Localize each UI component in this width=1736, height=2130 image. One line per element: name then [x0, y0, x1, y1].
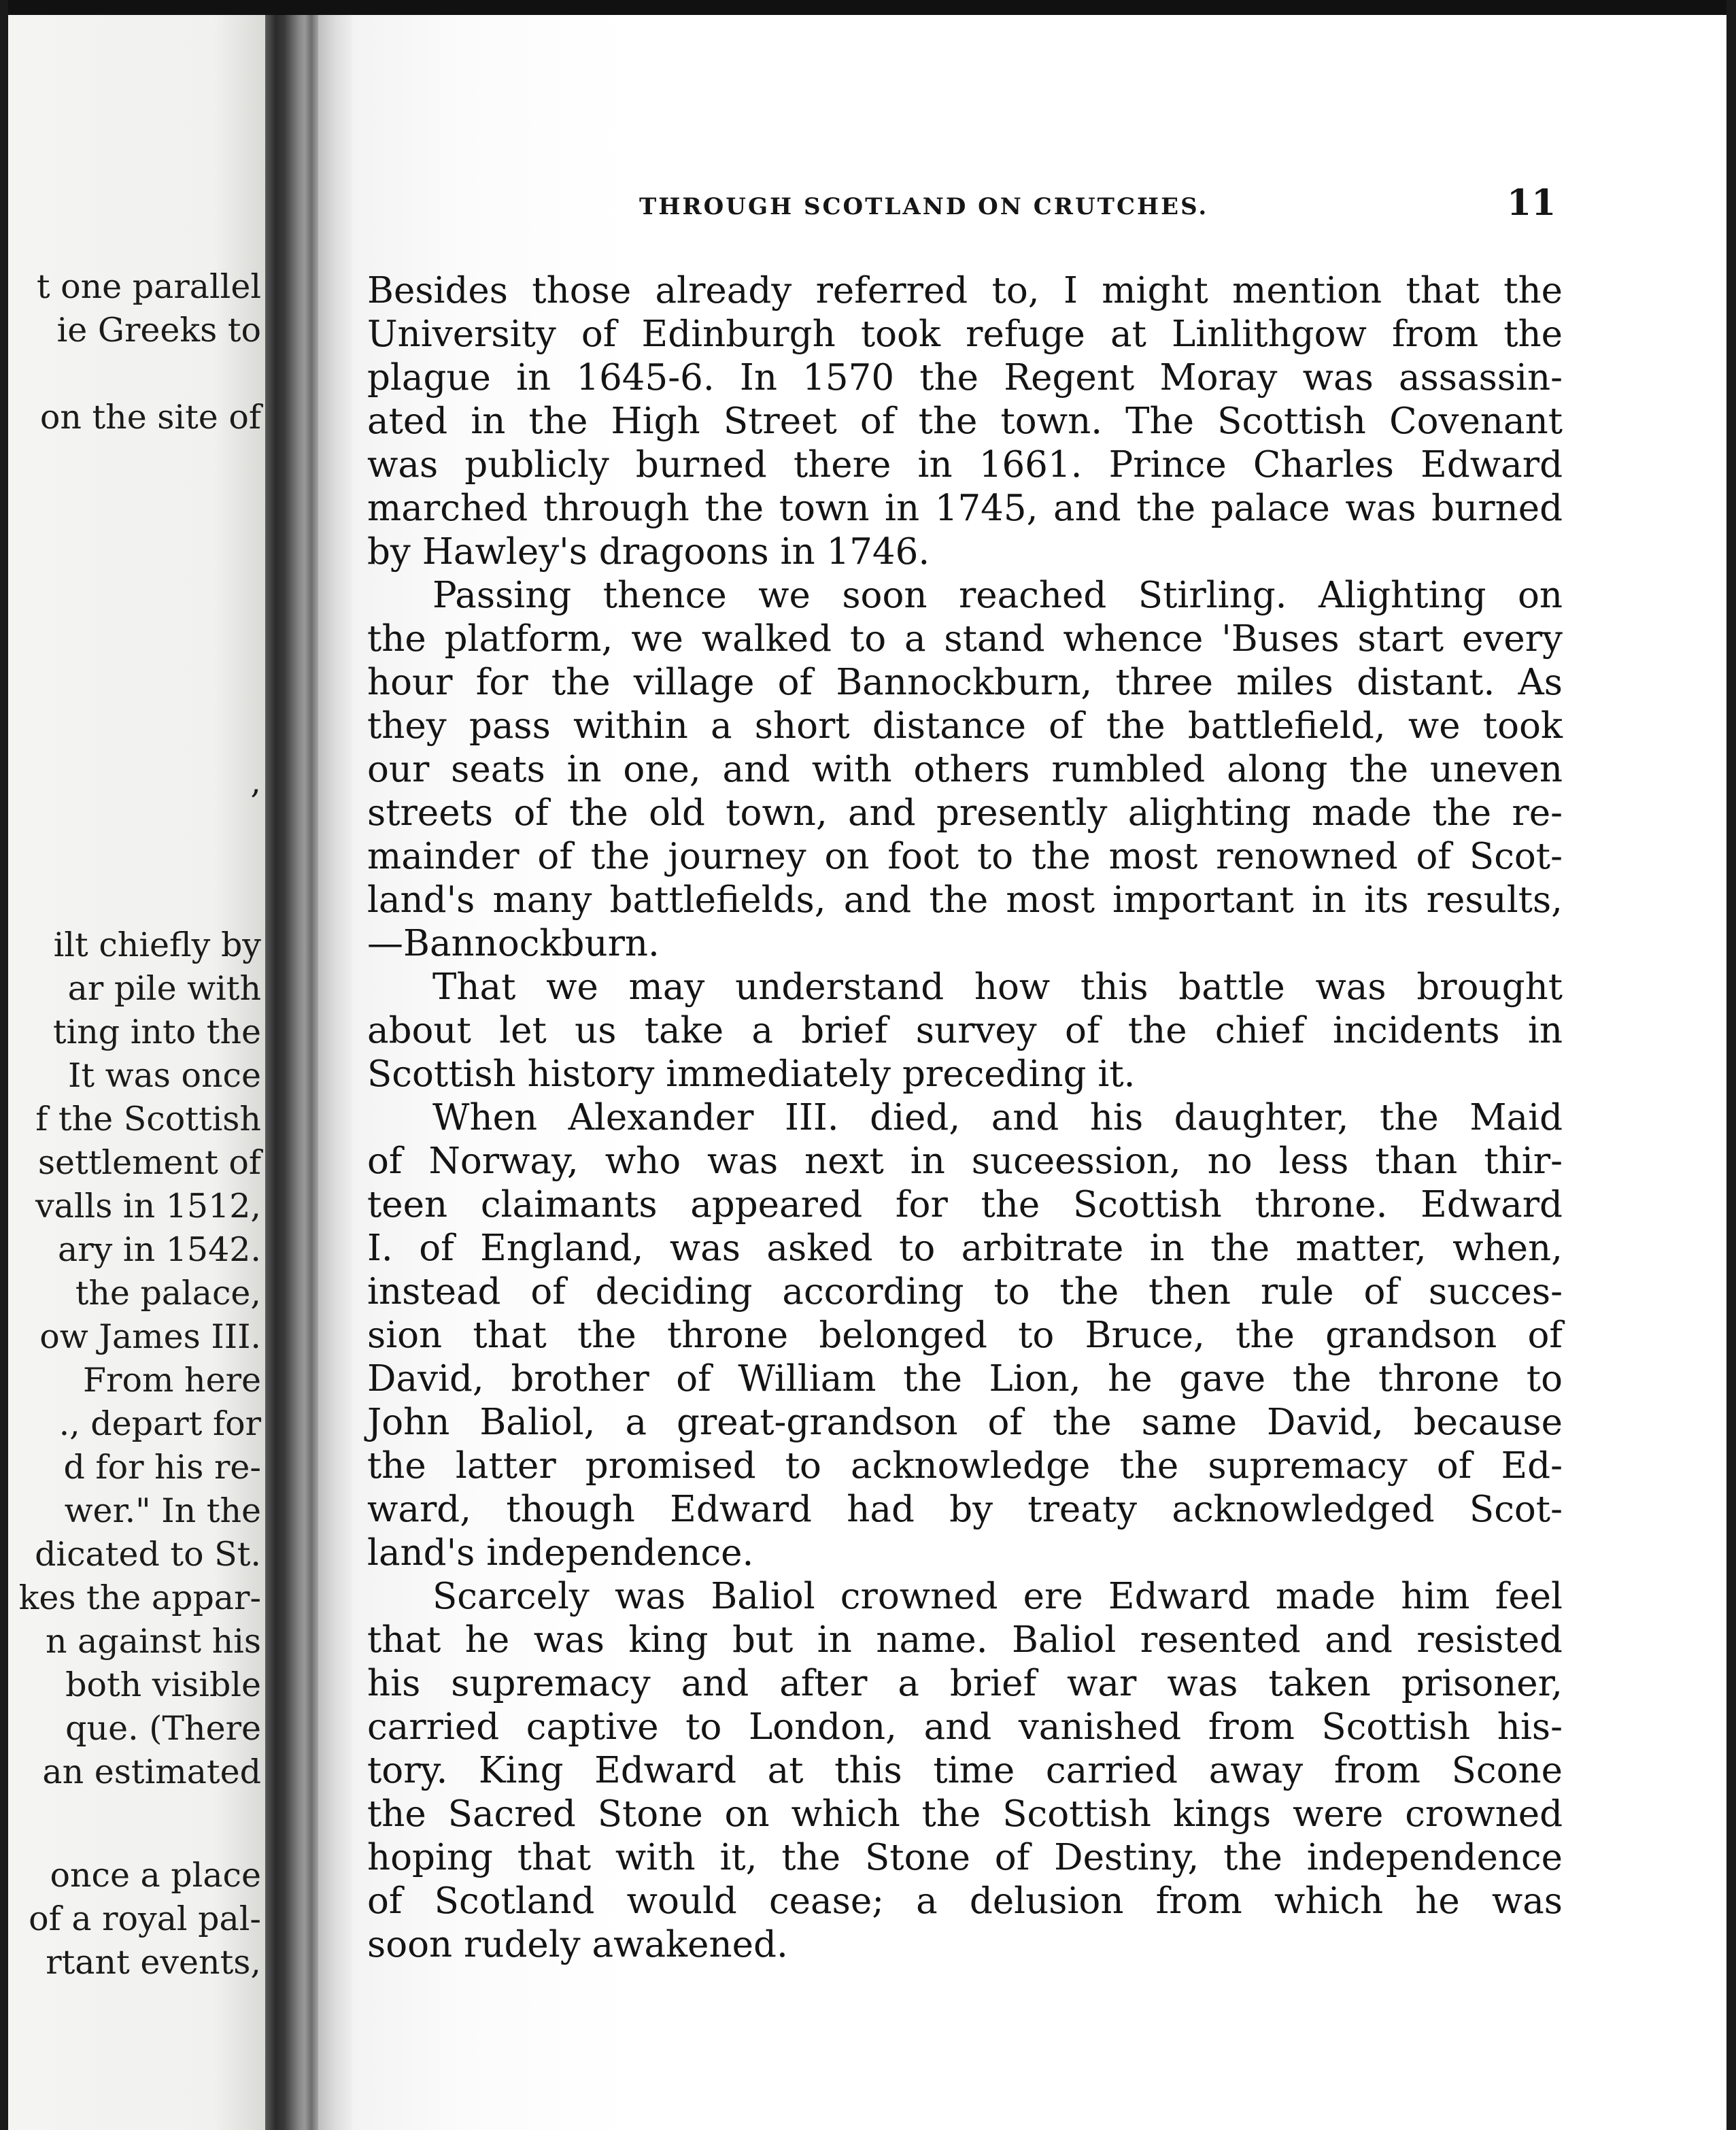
text-line: ated in the High Street of the town. The Scottish Covenant [367, 401, 1563, 442]
left-page-line: of a royal pal- [29, 1899, 261, 1938]
paragraph-first-line: That we may understand how this battle was brought [432, 966, 1563, 1008]
text-line: John Baliol, a great-grandson of the same David, because [367, 1402, 1563, 1443]
text-line: hour for the village of Bannockburn, three miles distant. As [367, 662, 1563, 703]
left-page-line: n against his [46, 1622, 261, 1661]
text-line: marched through the town in 1745, and the palace was burned [367, 488, 1563, 529]
left-page-line: From here [83, 1361, 261, 1400]
running-head: THROUGH SCOTLAND ON CRUTCHES. [639, 193, 1209, 220]
left-page-line: t one parallel [36, 267, 261, 306]
text-line: Scottish history immediately preceding it. [367, 1053, 1136, 1095]
text-line: tory. King Edward at this time carried away from Scone [367, 1750, 1563, 1791]
text-line: carried captive to London, and vanished from Scottish his- [367, 1706, 1563, 1748]
left-page-line: once a place [50, 1856, 261, 1895]
text-line: plague in 1645-6. In 1570 the Regent Moray was assassin- [367, 357, 1563, 399]
text-line: our seats in one, and with others rumbled along the uneven [367, 749, 1563, 790]
left-page-line: que. (There [65, 1709, 261, 1748]
page-number: 11 [1507, 182, 1556, 224]
text-line: the Sacred Stone on which the Scottish kings were crowned [367, 1793, 1563, 1835]
text-line: I. of England, was asked to arbitrate in the matter, when, [367, 1228, 1563, 1269]
text-line: streets of the old town, and presently alighting made the re- [367, 792, 1563, 834]
text-line: they pass within a short distance of the battlefield, we took [367, 705, 1563, 747]
book-spine-shadow [305, 15, 318, 2130]
left-page-line: ., depart for [58, 1404, 261, 1443]
text-line: hoping that with it, the Stone of Destiny, the independence [367, 1837, 1563, 1878]
text-line: was publicly burned there in 1661. Prince Charles Edward [367, 444, 1563, 486]
paragraph-first-line: Passing thence we soon reached Stirling. Alighting on [432, 575, 1563, 616]
text-line: about let us take a brief survey of the chief incidents in [367, 1010, 1563, 1051]
text-line: —Bannockburn. [367, 923, 660, 964]
left-page-line: f the Scottish [35, 1100, 261, 1138]
left-page-line: d for his re- [63, 1448, 261, 1487]
text-line: the platform, we walked to a stand whence 'Buses start every [367, 618, 1563, 660]
text-line: sion that the throne belonged to Bruce, the grandson of [367, 1315, 1563, 1356]
text-line: Besides those already referred to, I might mention that the [367, 270, 1563, 311]
text-line: mainder of the journey on foot to the most renowned of Scot- [367, 836, 1563, 877]
left-page-line: , [250, 762, 261, 801]
text-line: of Scotland would cease; a delusion from which he was [367, 1880, 1563, 1922]
text-line: that he was king but in name. Baliol resented and resisted [367, 1619, 1563, 1661]
left-page-line: ting into the [52, 1013, 261, 1051]
text-line: soon rudely awakened. [367, 1924, 788, 1965]
left-page-line: ie Greeks to [56, 311, 261, 350]
text-line: teen claimants appeared for the Scottish throne. Edward [367, 1184, 1563, 1225]
paragraph-first-line: When Alexander III. died, and his daughter, the Maid [432, 1097, 1563, 1138]
text-line: ward, though Edward had by treaty acknowledged Scot- [367, 1489, 1563, 1530]
left-page-line: It was once [68, 1056, 261, 1095]
left-page-line: wer." In the [64, 1491, 261, 1530]
text-line: the latter promised to acknowledge the supremacy of Ed- [367, 1445, 1563, 1487]
text-line: land's many battlefields, and the most important in its results, [367, 879, 1563, 921]
left-page-line: ow James III. [39, 1317, 261, 1356]
text-line: instead of deciding according to the then rule of succes- [367, 1271, 1563, 1313]
left-page-line: the palace, [75, 1274, 261, 1313]
left-page-line: ary in 1542. [58, 1230, 261, 1269]
text-line: University of Edinburgh took refuge at Linlithgow from the [367, 314, 1563, 355]
paragraph-first-line: Scarcely was Baliol crowned ere Edward made him feel [432, 1576, 1563, 1617]
left-page-line: settlement of [37, 1143, 261, 1182]
scan-top-border [0, 0, 1736, 15]
text-line: land's independence. [367, 1532, 754, 1574]
left-page-line: rtant events, [46, 1943, 261, 1982]
left-page-line: an estimated [42, 1753, 261, 1791]
left-page-line: ar pile with [67, 969, 261, 1008]
left-page-line: valls in 1512, [35, 1187, 261, 1225]
scan-right-border [1726, 0, 1736, 2130]
text-line: David, brother of William the Lion, he gave the throne to [367, 1358, 1563, 1400]
text-line: by Hawley's dragoons in 1746. [367, 531, 930, 573]
left-page-line: ilt chiefly by [53, 926, 261, 964]
text-line: his supremacy and after a brief war was taken prisoner, [367, 1663, 1563, 1704]
left-page-line: both visible [65, 1666, 261, 1704]
scan-left-border [0, 0, 8, 2130]
text-line: of Norway, who was next in suceession, no less than thir- [367, 1140, 1563, 1182]
left-page-line: kes the appar- [18, 1578, 261, 1617]
left-page-line: on the site of [39, 398, 261, 437]
left-facing-page [8, 15, 265, 2130]
left-page-line: dicated to St. [35, 1535, 261, 1574]
